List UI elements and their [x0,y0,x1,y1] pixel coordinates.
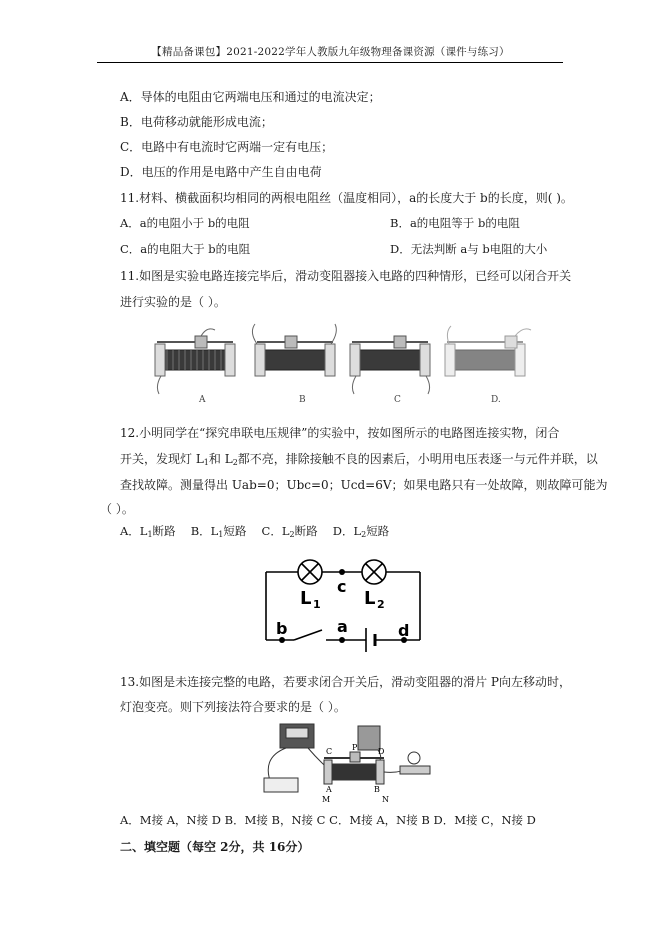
q11a-option-b: B．a的电阻等于 b的电阻 [390,216,520,230]
q10-option-d: D．电压的作用是电路中产生自由电荷 [120,165,322,179]
label-l1: L [300,588,312,609]
label-b: b [276,619,288,638]
circuit-diagram [258,556,428,656]
q12-line2: 开关，发现灯 $L_1$和 $L_2$都不亮，排除接触不良的因素后，小明用电压表逐一与元件并联，以 [120,452,598,467]
header-rule [97,62,563,63]
fig-label-p: P [352,743,358,752]
label-l2: L [364,588,376,609]
rheostat-b [252,324,336,376]
fig-label-b: B [374,785,380,794]
fig-label-m: M [322,795,331,804]
label-l2-sub: 2 [377,598,385,611]
q12-options: A．$L_1$断路 B．$L_1$短路 C．$L_2$断路 D．$L_2$短路 [120,524,390,539]
section-2-title: 二、填空题（每空 2分，共 16分） [120,840,310,854]
rheostat-a [155,329,235,394]
page-header: 【精品备课包】2021-2022学年人教版九年级物理备课资源（课件与练习） [151,46,510,58]
q10-option-a: A．导体的电阻由它两端电压和通过的电流决定； [120,90,381,104]
rheostat-c [350,336,430,394]
q11a-option-d: D．无法判断 a与 b电阻的大小 [390,242,548,256]
rheostat-label-c: C [394,395,401,405]
q13-line2: 灯泡变亮。则下列接法符合要求的是（ ）。 [120,700,346,714]
fig-label-c: C [326,747,333,756]
label-c: c [337,577,347,596]
rheostat-label-b: B [299,395,306,405]
fig-label-a: A [326,785,332,794]
q11a-option-a: A．a的电阻小于 b的电阻 [120,216,250,230]
q13-line1: 13.如图是未连接完整的电路，若要求闭合开关后，滑动变阻器的滑片 P向左移动时， [120,675,571,689]
q13-options: A．M接 A，N接 D B．M接 B，N接 C C．M接 A，N接 B D．M接 C，N接 D [120,813,536,827]
rheostat-label-d: D. [491,395,501,405]
q11b-stem-line2: 进行实验的是（ ）。 [120,295,226,309]
label-d: d [398,621,410,640]
rheostat-label-a: A [199,395,206,405]
q10-option-c: C．电路中有电流时它两端一定有电压； [120,140,334,154]
rheostat-d [445,326,531,376]
q12-line1: 12.小明同学在“探究串联电压规律”的实验中，按如图所示的电路图连接实物，闭合 [120,426,560,440]
fig-label-n: N [382,795,389,804]
q12-line4: （ ）。 [100,502,134,516]
q11a-stem: 11.材料、横截面积均相同的两根电阻丝（温度相同），a的长度大于 b的长度，则( )。 [120,191,573,205]
fig-label-d: D [378,747,385,756]
q12-line3: 查找故障。测量得出 Uab=0；Ubc=0；Ucd=6V；如果电路只有一处故障，则故障可能为 [120,478,608,492]
label-l1-sub: 1 [313,598,321,611]
q10-option-b: B．电荷移动就能形成电流； [120,115,273,129]
label-a: a [337,617,348,636]
incomplete-circuit-figure [250,718,440,806]
q11b-stem-line1: 11.如图是实验电路连接完毕后，滑动变阻器接入电路的四种情形，已经可以闭合开关 [120,269,572,283]
q11a-option-c: C．a的电阻大于 b的电阻 [120,242,251,256]
